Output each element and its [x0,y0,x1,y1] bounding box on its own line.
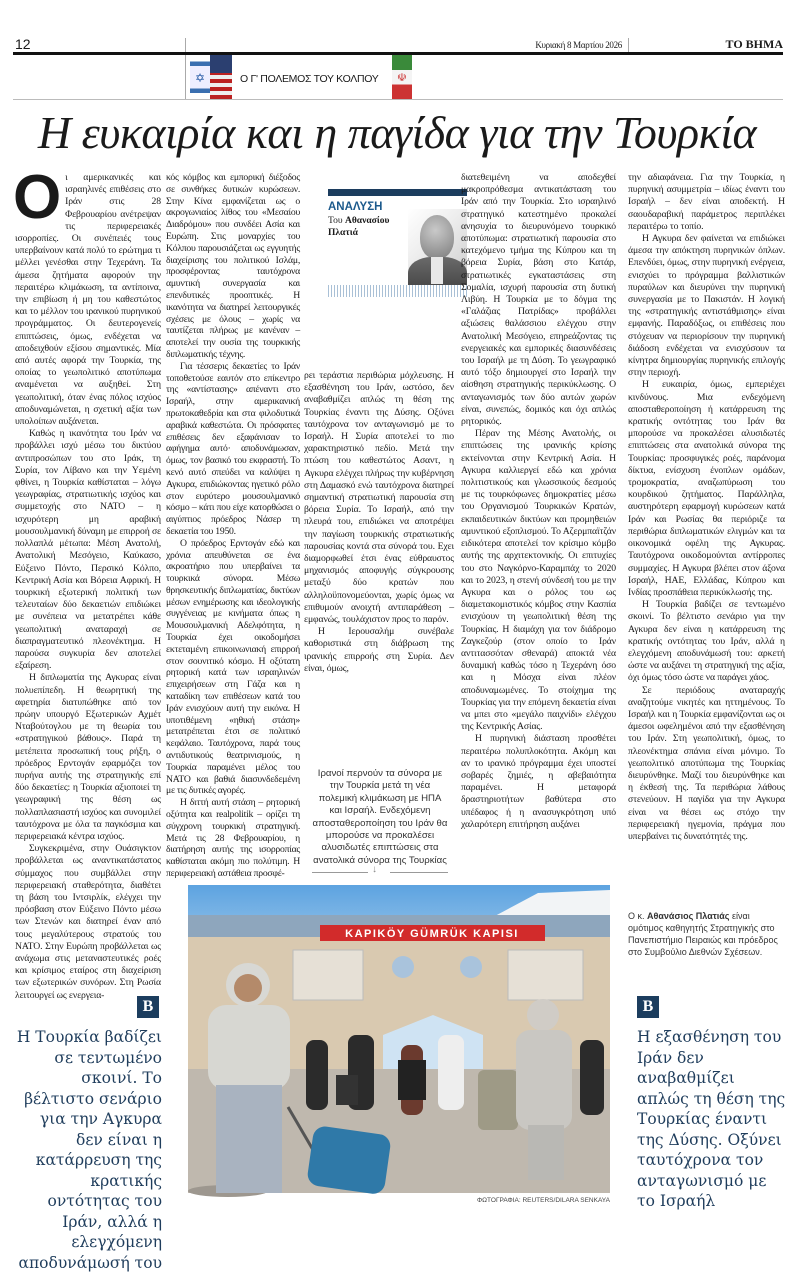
analysis-label: ΑΝΑΛΥΣΗ [328,201,383,213]
paragraph: Η Ιερουσαλήμ συνέβαλε καθοριστικά στη διάβρωση της ιρανικής επιρροής στη Συρία. Δεν είναι, όμως, [304,626,454,674]
photo-credit: ΦΩΤΟΓΡΑΦΙΑ: REUTERS/DILARA SENKAYA [476,1197,610,1204]
border-crossing-photo [188,885,610,1193]
analysis-box [328,189,467,299]
vima-badge-icon: B [137,996,159,1018]
section-banner-label: Ο Γ' ΠΟΛΕΜΟΣ ΤΟΥ ΚΟΛΠΟΥ [240,73,379,85]
article-column-5 [628,172,785,898]
paragraph: Η διττή αυτή στάση – ρητορική οξύτητα και realpolitik – ορίζει τη σύγχρονη τουρκική στρατηγική. Μετά τις 28 Φεβρουαρίου, η διατήρηση αυτής της ισορροπίας καθίσταται ακόμη πιο πολύτιμη. Η περιφερειακή αστάθεια προσφέ- [166,797,300,880]
paragraph: Η πυρηνική διάσταση προσθέτει περαιτέρω πολυπλοκότητα. Ακόμη και αν το ιρανικό πρόγραμμα έχει υποστεί σοβαρές ζημιές, η αβεβαιότητα παραμένει. Η μεταφορά δραστηριοτήτων βαθύτερα στο υπέδαφος ή η ανασυγκρότηση υπό χαλαρότερη επιτήρηση αυξάνει [461,733,616,830]
bio-prefix: Ο κ. [628,911,645,921]
photo-caption: Ιρανοί περνούν τα σύνορα με την Τουρκία μετά τη νέα πολεμική κλιμάκωση με ΗΠΑ και Ισραήλ. Ενδεχόμενη αποσταθεροποίηση του Ιράν θα μπορούσε να προκαλέσει αλυσιδωτές επιπτώσεις στα ανατολικά σύνορα της Τουρκίας [312,768,448,866]
pull-quote-right: Η εξασθένηση του Ιράν δεν αναβαθμίζει απλώς τη θέση της Τουρκίας έναντι της Δύσης. Οξύνει ταυτόχρονα τον ανταγωνισμό με το Ισραήλ [637,1028,786,1210]
masthead-logo: ΤΟ ΒΗΜΑ [725,37,783,51]
issue-date: Κυριακή 8 Μαρτίου 2026 [535,40,622,50]
byline [328,215,404,239]
sign-text: KAPIKÖY GÜMRÜK KAPISI [345,928,519,940]
banner-rule [13,99,783,100]
paragraph: Η Τουρκία βαδίζει σε τεντωμένο σκοινί. Το βέλτιστο σενάριο για την Αγκυρα δεν είναι η κατάρρευση της κρατικής οντότητας του Ιράν, αλλά η ελεγχόμενη αποδυνάμωσή του: αρκετή ώστε να αυξάνει τη στρατηγική της αξία, όχι όμως τόσο ώστε να παράγει χάος. [628,599,785,684]
article-column-1 [13,163,161,1001]
article-column-2 [166,172,300,882]
bio-text: είναι ομότιμος καθηγητής Στρατηγικής στο Πανεπιστήμιο Πειραιώς και πρόεδρος στο Συμβούλιο Διεθνών Σχέσεων. [628,911,778,957]
paragraph: Η Αγκυρα δεν φαίνεται να επιδιώκει άμεσα την απόκτηση πυρηνικών όπλων. Επενδύει, όμως, στην πυρηνική ενέργεια, ενισχύει το πρόγραμμα βαλλιστικών πυραύλων και διευρύνει την πυρηνική συνεργασία με το Πακιστάν. Η λογική της «στρατηγικής αντιστάθμισης» είναι εμφανής. Παραδόξως, οι επιθέσεις που στόχευαν να περιορίσουν την πυρηνική διάδοση ενδέχεται να ενισχύσουν τα κίνητρα δημιουργίας πυρηνικής επιλογής στην περιοχή. [628,233,785,379]
article-column-3 [304,370,454,674]
byline-name: Αθανασίου Πλατιά [328,216,390,238]
paragraph: ι αμερικανικές και ισραηλινές επιθέσεις στο Ιράν στις 28 Φεβρουαρίου ανέτρεψαν τις περιφερειακές ισορροπίες. Οι συνέπειές τους υπερβαίνουν κατά πολύ το ερώτημα τι μέλλει γενέσθαι στην Τεχεράνη. Τα άμεσα ζητήματα αφορούν την περαιτέρω κλιμάκωση, τα αντίποινα, την επιβίωση ή μη του καθεστώτος και το μέλλον του ιρανικού πυρηνικού προγράμματος. Οι δευτερογενείς επιπτώσεις, όμως, ενδέχεται να αποδειχθούν εξίσου σημαντικές. Μία από αυτές αφορά την Τουρκία, της οποίας το γεωπολιτικό αποτύπωμα αναμένεται να αυξηθεί. Στη γεωπολιτική, όταν ένας πόλος ισχύος αποδυναμώνεται, η σχετική αξία των υπολοίπων αυξάνεται. [15,172,161,428]
paragraph: Για τέσσερις δεκαετίες το Ιράν τοποθετούσε εαυτόν στο επίκεντρο της «αντίστασης» απέναντι στο Ισραήλ, στην αμερικανική πρωτοκαθεδρία και στα φιλοδυτικά αραβικά καθεστώτα. Οι πρόσφατες επιθέσεις δεν εξαφάνισαν το αφήγημα αυτό· αποδυνάμωσαν, όμως, τον βασικό του εκφραστή. Το κενό αυτό σπεύδει να καλύψει η Αγκυρα, επιδιώκοντας ηγετικό ρόλο στον ευρύτερο μουσουλμανικό κόσμο – κάτι που είχε κατορθώσει ο αιγύπτιος πρόεδρος Νάσερ τη δεκαετία του 1950. [166,360,300,537]
bio-name: Αθανάσιος Πλατιάς [647,911,730,921]
byline-prefix: Του [328,216,343,226]
paragraph: Η διπλωματία της Αγκυρας είναι πολυεπίπεδη. Η θεωρητική της αφετηρία διατυπώθηκε από τον πρώην υπουργό Εξωτερικών Αχμέτ Νταβούτογλου με τη θεωρία του «στρατηγικού βάθους». Παρά τη μετέπειτα προσωπική τους ρήξη, ο πρόεδρος Ερντογάν εφαρμόζει τον πυρήνα αυτής της στρατηγικής επί δύο δεκαετίες: η Τουρκία αξιοποιεί τη γεωγραφική της θέση ως πολλαπλασιαστή ισχύος και συνομιλεί ταυτόχρονα με όλα τα παγκόσμια και περιφερειακά κέντρα ισχύος. [15,672,161,842]
paragraph: διατεθειμένη να αποδεχθεί μακροπρόθεσμα αντικατάσταση του Ιράν από την Τουρκία. Στο ισραηλινό στρατηγικό κατεστημένο προκαλεί ανησυχία το διευρυνόμενο τουρκικό αποτύπωμα: στρατιωτική παρουσία στο κατεχόμενο τμήμα της Κύπρου και τη βόρεια Συρία, βάση στο Κατάρ, στρατιωτικές εγκαταστάσεις στη Σομαλία, ισχυρή παρουσία στη δυτική Λιβύη. Η Τουρκία με το δόγμα της «Γαλάζιας Πατρίδας» προβάλλει αξιώσεις θαλάσσιου ελέγχου στην Ανατολική Μεσόγειο, επηρεάζοντας τις ενεργειακές και εμπορικές διασυνδέσεις του Ισραήλ με τη Δύση. Το γεωγραφικό αυτό τόξο δημιουργεί στο Ισραήλ την αίσθηση στρατηγικής περικύκλωσης. Ο ανταγωνισμός των δύο αυτών χωρών είναι, συνεπώς, δομικός και όχι απλώς ρητορικός. [461,172,616,428]
paragraph: Πέραν της Μέσης Ανατολής, οι επιπτώσεις της ιρανικής κρίσης εκτείνονται στην Κεντρική Ασία. Η Αγκυρα καλλιεργεί εδώ και χρόνια πολιτιστικούς και γλωσσικούς δεσμούς με τις τουρκόφωνες δημοκρατίες μέσω του Οργανισμού Τουρκικών Κρατών, εκπαιδευτικών δικτύων και προμηθειών αμυντικού εξοπλισμού. Το Αζερμπαϊτζάν ειδικότερα αποτελεί τον κρίσιμο κόμβο αυτής της αρχιτεκτονικής. Οι επιτυχίες του στο Ναγκόρνο-Καραμπάχ το 2020 και το 2023, η στενή σύνδεσή του με την Αγκυρα και ο ρόλος του ως διαμετακομιστικός κόμβος στην Κασπία ενισχύουν τη γεωπολιτική θέση της Τουρκίας. Η διαμάχη για τον διάδρομο Ζαγκεζούρ (στον οποίο το Ιράν αντιτασσόταν σθεναρά) αποκτά νέα δυναμική καθώς τόσο η Τεχεράνη όσο και η Μόσχα είναι πλέον αποδυναμωμένες. Το στοίχημα της Τουρκίας για την επόμενη δεκαετία είναι να μπει στο «μεγάλο παιχνίδι» ελέγχου της Κεντρικής Ασίας. [461,428,616,733]
caption-rule [390,872,448,873]
article-column-4 [461,172,616,868]
author-photo [408,209,467,284]
page-number: 12 [15,36,31,52]
paragraph: Η ευκαιρία, όμως, εμπεριέχει κινδύνους. Μια ενδεχόμενη αποσταθεροποίηση ή κατάρρευση της κρατικής οντότητας του Ιράν θα μπορούσε να προκαλέσει αλυσιδωτές επιπτώσεις στα ανατολικά σύνορα της Τουρκίας: προσφυγικές ροές, παράνομα δίκτυα, ενίσχυση ένοπλων ομάδων, τρομοκρατία, αναζωπύρωση του κουρδικού ζητήματος. Παράλληλα, αυστηρότερη εφαρμογή κυρώσεων κατά Ιράν και Ρωσίας θα περιόριζε τα περιθώρια διπλωματικών ελιγμών και τα οικονομικά οφέλη της Αγκυρας. Ταυτόχρονα οικοδομούνται αντίρροπες συμμαχίες. Η Αγκυρα βλέπει στον άξονα Ισραήλ, ΗΑΕ, Ελλάδας, Κύπρου και Ινδίας προσπάθεια περικύκλωσής της. [628,379,785,598]
arrow-down-icon: ↓ [372,864,377,875]
headline: Η ευκαιρία και η παγίδα για την Τουρκία [37,107,757,158]
analysis-hatch-strip [328,285,467,297]
analysis-accent-bar [328,189,467,196]
author-bio [628,910,785,958]
israel-us-flags-icon: ✡ [190,55,232,100]
caption-rule [312,872,368,873]
paragraph: Συγκεκριμένα, στην Ουάσιγκτον προβάλλεται ως αναντικατάστατος σύμμαχος που συμβάλλει στην περιφερειακή σταθερότητα, διαθέτει τη βάση του Ιντσιρλίκ, ελέγχει την πρόσβαση στον Εύξεινο Πόντο μέσω των Στενών και διατηρεί έναν από τους μεγαλύτερους στρατούς του ΝΑΤΟ. Στην Ευρώπη προβάλλεται ως ανάχωμα στις μεταναστευτικές ροές και κρίσιμος εταίρος στη διαχείριση των εξωτερικών συνόρων. Στη Ρωσία λειτουργεί ως ενεργεια- [15,843,161,1001]
pull-quote-left: Η Τουρκία βαδίζει σε τεντωμένο σκοινί. Το βέλτιστο σενάριο για την Αγκυρα δεν είναι η κατάρρευση της κρατικής οντότητας του Ιράν, αλλά η ελεγχόμενη αποδυνάμωσή του [16,1028,162,1272]
vima-badge-icon: B [637,996,659,1018]
paragraph: Ο πρόεδρος Ερντογάν εδώ και χρόνια απευθύνεται σε ένα ακροατήριο που υπερβαίνει τα τουρκικά σύνορα. Μέσω θρησκευτικής διπλωματίας, δικτύων μέσων ενημέρωσης και ιδεολογικής συγγένειας με κινήματα όπως η Μουσουλμανική Αδελφότητα, η Τουρκία έχει οικοδομήσει εκτεταμένη επικοινωνιακή επιρροή στον σουνιτικό κόσμο. Η οξύτατη ρητορική κατά των ισραηλινών επιχειρήσεων στη Γάζα και η καταδίκη των επιθέσεων κατά του Ιράν ενισχύουν αυτή την εικόνα. Η υποτιθέμενη «ηθική στάση» μετατρέπεται έτσι σε πολιτικό κεφάλαιο. Ταυτόχρονα, παρά τους αντιδυτικούς θεατρινισμούς, η Τουρκία παραμένει μέλος του ΝΑΤΟ και βαθιά διασυνδεδεμένη με τις δυτικές αγορές. [166,537,300,797]
paragraph: ρει τεράστια περιθώρια μόχλευσης. Η εξασθένηση του Ιράν, ωστόσο, δεν αναβαθμίζει απλώς τη θέση της Τουρκίας έναντι της Δύσης. Οξύνει ταυτόχρονα τον ανταγωνισμό με το Ισραήλ. Η Συρία αποτελεί το πιο χαρακτηριστικό πεδίο. Μετά την πτώση του καθεστώτος Ασαντ, η Αγκυρα ελέγχει πλήρως την κυβέρνηση στη Δαμασκό ενώ ταυτόχρονα διατηρεί σημαντική στρατιωτική παρουσία στη βόρεια Συρία. Το Ισραήλ, από την πλευρά του, επιδιώκει να αποτρέψει την παγίωση τουρκικής στρατιωτικής παρουσίας κοντά στα σύνορά του. Εχει διαμορφωθεί έτσι ένας εύθραυστος μηχανισμός αποφυγής σύγκρουσης μεταξύ δύο κρατών που αλληλοϋπονομεύονται, χωρίς όμως να επιθυμούν ανοιχτή αντιπαράθεση – εμφανώς, τουλάχιστον προς το παρόν. [304,370,454,626]
paragraph: κός κόμβος και εμπορική διέξοδος σε συνθήκες δυτικών κυρώσεων. Στην Κίνα εμφανίζεται ως ο ακρογωνιαίος λίθος του «Μεσαίου Διαδρόμου» που συνδέει Ασία και Ευρώπη. Στις μοναρχίες του Κόλπου παρουσιάζεται ως εγγυητής διαχείρισης του πολιτικού Ισλάμ, προσφέροντας ταυτόχρονα αμυντική συνεργασία και επενδυτικές προοπτικές. Η ικανότητα να διατηρεί λειτουργικές σχέσεις με όλους – χωρίς να ταυτίζεται πλήρως με κανέναν – αποτελεί την ουσία της τουρκικής διπλωματικής τέχνης. [166,172,300,360]
paragraph: την αδιαφάνεια. Για την Τουρκία, η πυρηνική ασυμμετρία – ιδίως έναντι του Ισραήλ – δεν είναι αποδεκτή. Η σαουδαραβική παράμετρος περιπλέκει περαιτέρω το τοπίο. [628,172,785,232]
iran-flag-icon: ☫ [392,55,412,100]
header-divider [185,38,186,100]
drop-cap: Ο [13,163,62,232]
paragraph: Καθώς η ικανότητα του Ιράν να προβάλλει ισχύ μέσω του δικτύου αντιπροσώπων του στο Ιράκ, τη Συρία, τον Λίβανο και την Υεμένη φθίνει, η Τουρκία καθίσταται – λόγω γεωγραφίας, στρατιωτικής ισχύος και συμμετοχής στο ΝΑΤΟ – η ισχυρότερη μη αραβική μουσουλμανική δύναμη με επιρροή σε πολλαπλά μέτωπα: Μέση Ανατολή, Ανατολική Μεσόγειο, Καύκασο, Εύξεινο Πόντο, Περσικό Κόλπο, Κεντρική Ασία και Βόρεια Αφρική. Η τουρκική εξωτερική πολιτική των τελευταίων δύο δεκαετιών επιδιώκει με συνέπεια να μετατρέπει κάθε γεωπολιτική αναταραχή σε διαπραγματευτικό πλεονέκτημα. Η παρούσα συγκυρία δεν αποτελεί εξαίρεση. [15,428,161,672]
paragraph: Σε περιόδους αναταραχής αναζητούμε νικητές και ηττημένους. Το Ισραήλ και η Τουρκία εμφανίζονται ως οι άμεσοι ωφελημένοι από την εξασθένηση του Ιράν. Στη γεωπολιτική, όμως, το πλεονέκτημα σπάνια είναι μόνιμο. Το γεωπολιτικό αποτύπωμα της Τουρκίας διευρύνθηκε. Μαζί του διευρύνθηκε και η έκθεσή της. Τα περιθώρια λάθους στενεύουν. Η παγίδα για την Αγκυρα είναι να θέσει ως στόχο την περιφερειακή ηγεμονία, πράγμα που υπερβαίνει τις δυνατότητές της. [628,684,785,842]
